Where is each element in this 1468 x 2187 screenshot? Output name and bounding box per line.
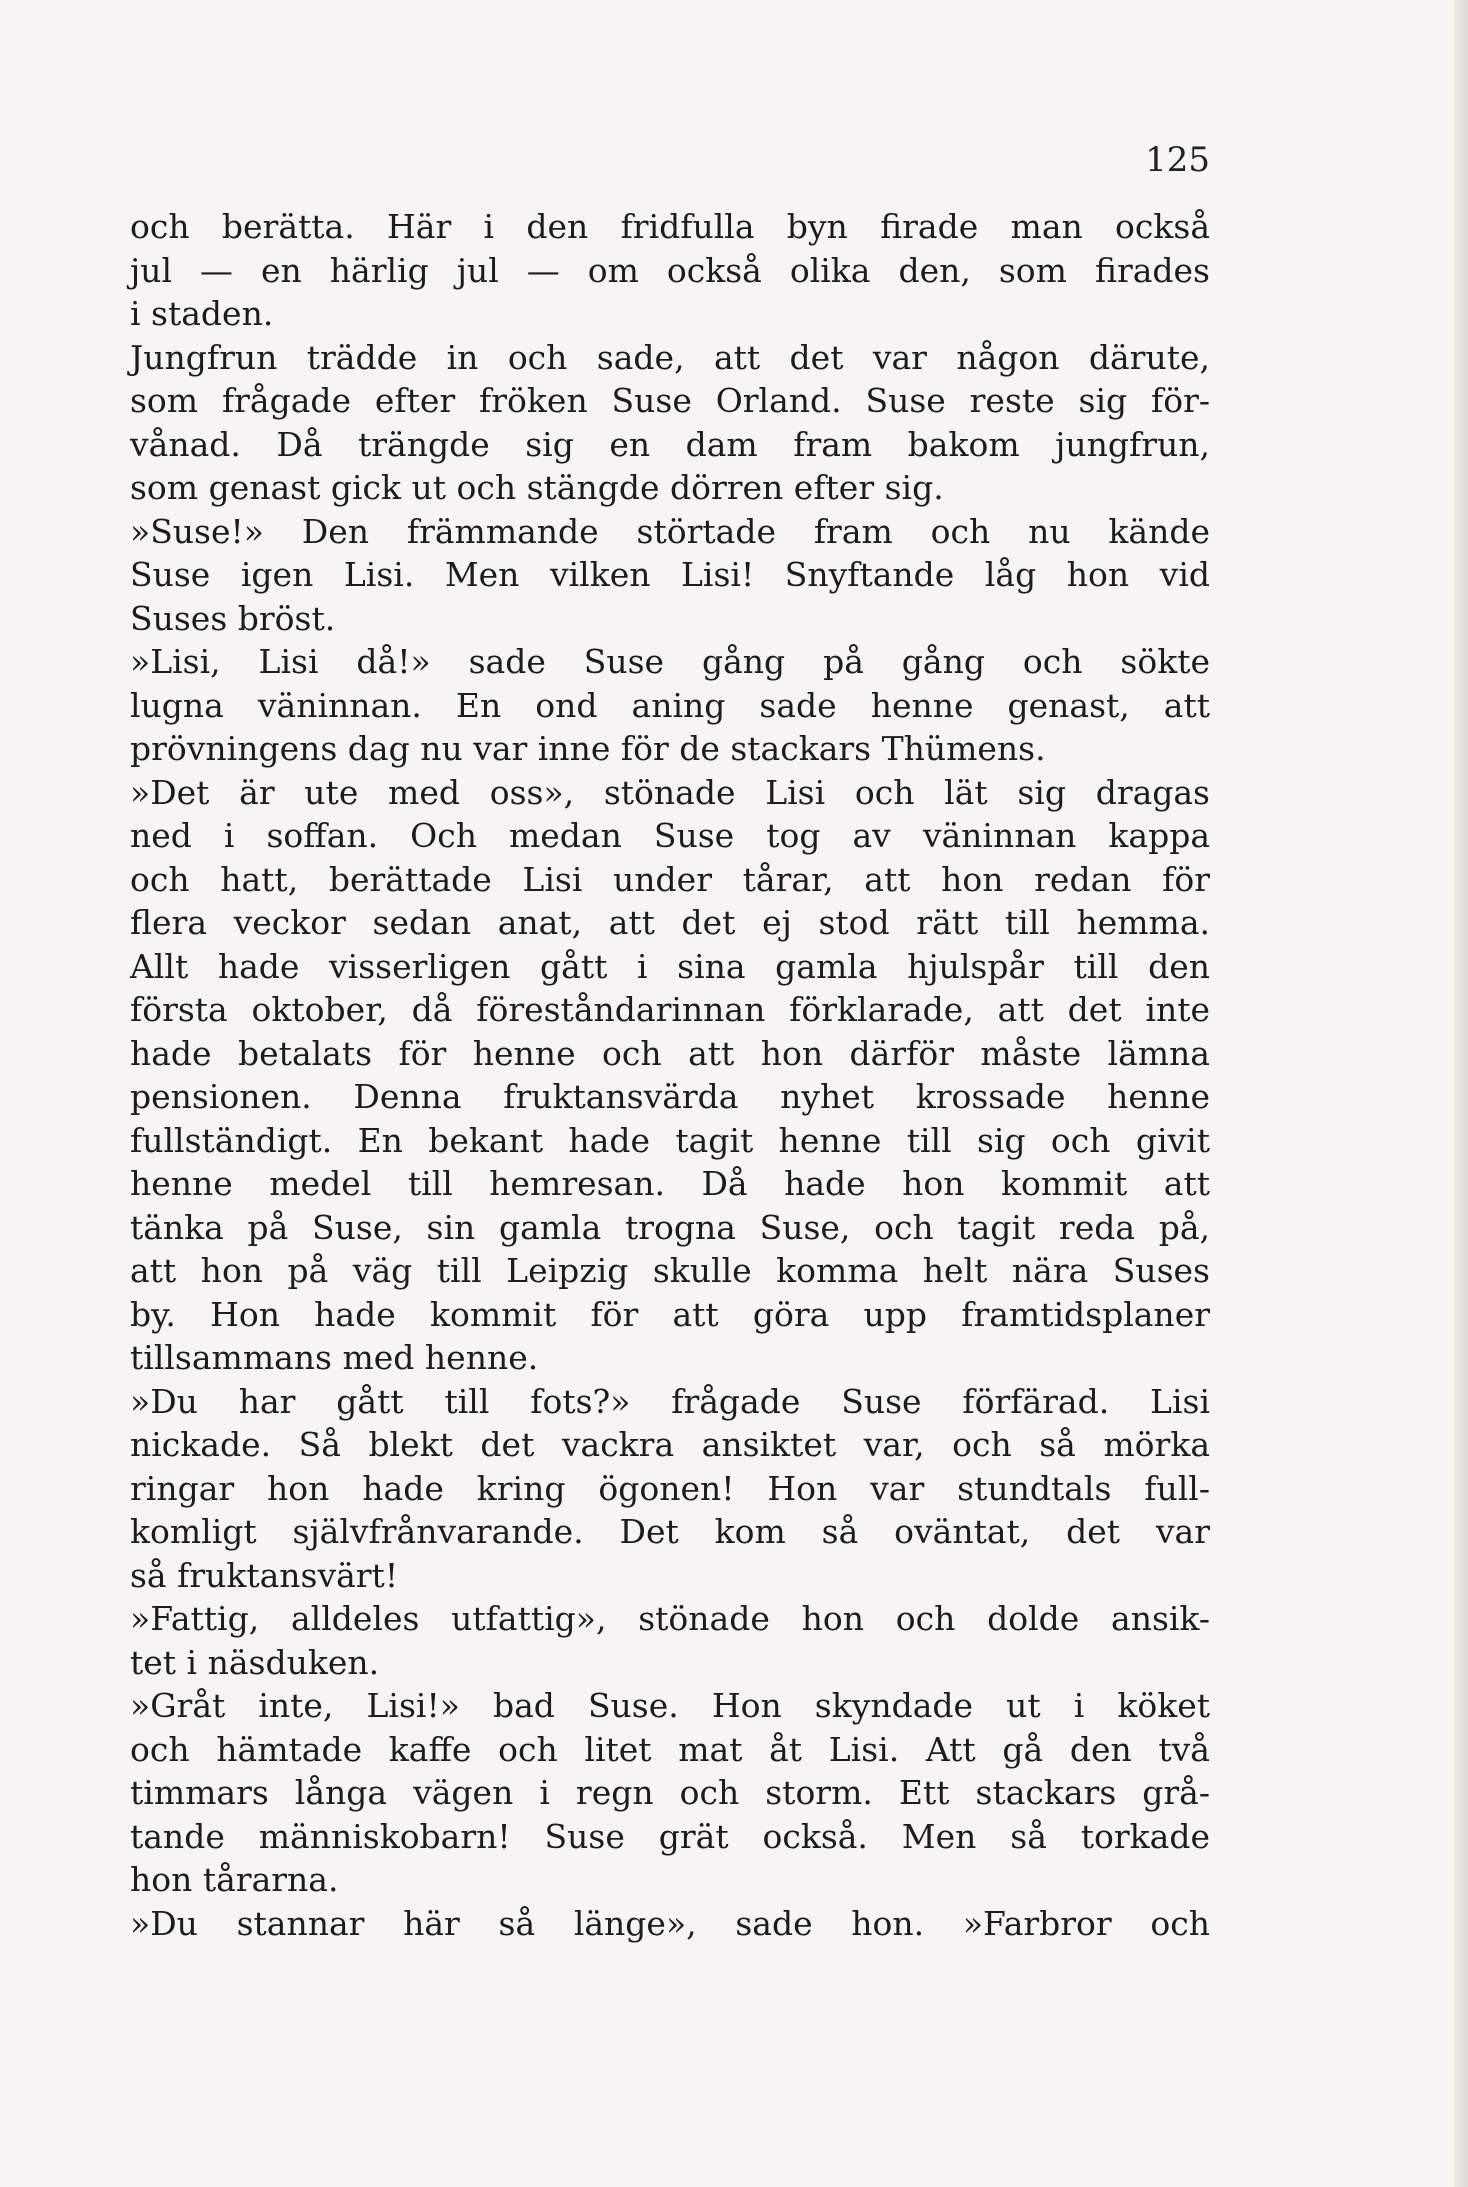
text-line: Suse igen Lisi. Men vilken Lisi! Snyftande låg hon vid [130, 555, 1210, 594]
text-line: »Du har gått till fots?» frågade Suse förfärad. Lisi [130, 1381, 1210, 1421]
text-line: att hon på väg till Leipzig skulle komma helt nära Suses [130, 1251, 1210, 1290]
text-line: timmars långa vägen i regn och storm. Ett stackars grå- [130, 1773, 1210, 1812]
text-line: »Det är ute med oss», stönade Lisi och lät sig dragas [130, 772, 1210, 812]
text-line: jul — en härlig jul — om också olika den, som firades [130, 250, 1210, 290]
text-line: som frågade efter fröken Suse Orland. Suse reste sig för- [130, 381, 1210, 420]
text-line: nickade. Så blekt det vackra ansiktet var, och så mörka [130, 1425, 1210, 1464]
text-line: tänka på Suse, sin gamla trogna Suse, och tagit reda på, [130, 1207, 1210, 1247]
body-text [130, 205, 1210, 1945]
text-line: och hämtade kaffe och litet mat åt Lisi. Att gå den två [130, 1729, 1210, 1769]
page-edge [1454, 0, 1468, 2187]
text-line: och berätta. Här i den fridfulla byn firade man också [130, 207, 1210, 246]
text-line: tet i näsduken. [130, 1642, 380, 1682]
text-line: fullständigt. En bekant hade tagit henne till sig och givit [130, 1120, 1210, 1160]
text-line: lugna väninnan. En ond aning sade henne genast, att [130, 685, 1210, 725]
text-line: pensionen. Denna fruktansvärda nyhet krossade henne [130, 1077, 1210, 1116]
text-line: hon tårarna. [130, 1860, 339, 1899]
text-line: »Lisi, Lisi då!» sade Suse gång på gång och sökte [130, 642, 1210, 681]
text-line: Jungfrun trädde in och sade, att det var någon därute, [130, 337, 1210, 377]
text-line: så fruktansvärt! [130, 1555, 399, 1595]
text-line: henne medel till hemresan. Då hade hon kommit att [130, 1164, 1210, 1203]
text-line: Allt hade visserligen gått i sina gamla hjulspår till den [130, 946, 1210, 986]
text-line: och hatt, berättade Lisi under tårar, att hon redan för [130, 859, 1210, 899]
text-line: komligt självfrånvarande. Det kom så oväntat, det var [130, 1512, 1210, 1551]
text-line: tillsammans med henne. [130, 1338, 539, 1377]
text-line: ned i soffan. Och medan Suse tog av väninnan kappa [130, 816, 1210, 855]
text-line: by. Hon hade kommit för att göra upp framtidsplaner [130, 1294, 1210, 1334]
text-line: som genast gick ut och stängde dörren efter sig. [130, 468, 944, 507]
text-line: i staden. [130, 294, 274, 333]
text-line: flera veckor sedan anat, att det ej stod rätt till hemma. [130, 903, 1210, 942]
text-line: prövningens dag nu var inne för de stackars Thümens. [130, 729, 1046, 768]
text-line: Suses bröst. [130, 598, 336, 638]
page-number: 125 [1145, 140, 1210, 180]
text-line: »Du stannar här så länge», sade hon. »Farbror och [130, 1903, 1210, 1943]
text-line: vånad. Då trängde sig en dam fram bakom jungfrun, [130, 424, 1210, 464]
text-line: första oktober, då föreståndarinnan förklarade, att det inte [130, 990, 1210, 1029]
text-line: hade betalats för henne och att hon därför måste lämna [130, 1033, 1210, 1073]
text-line: »Fattig, alldeles utfattig», stönade hon och dolde ansik- [130, 1599, 1210, 1638]
text-line: »Gråt inte, Lisi!» bad Suse. Hon skyndade ut i köket [130, 1686, 1210, 1725]
text-line: tande människobarn! Suse grät också. Men så torkade [130, 1816, 1210, 1856]
text-line: ringar hon hade kring ögonen! Hon var stundtals full- [130, 1468, 1210, 1508]
text-line: »Suse!» Den främmande störtade fram och nu kände [130, 511, 1210, 551]
